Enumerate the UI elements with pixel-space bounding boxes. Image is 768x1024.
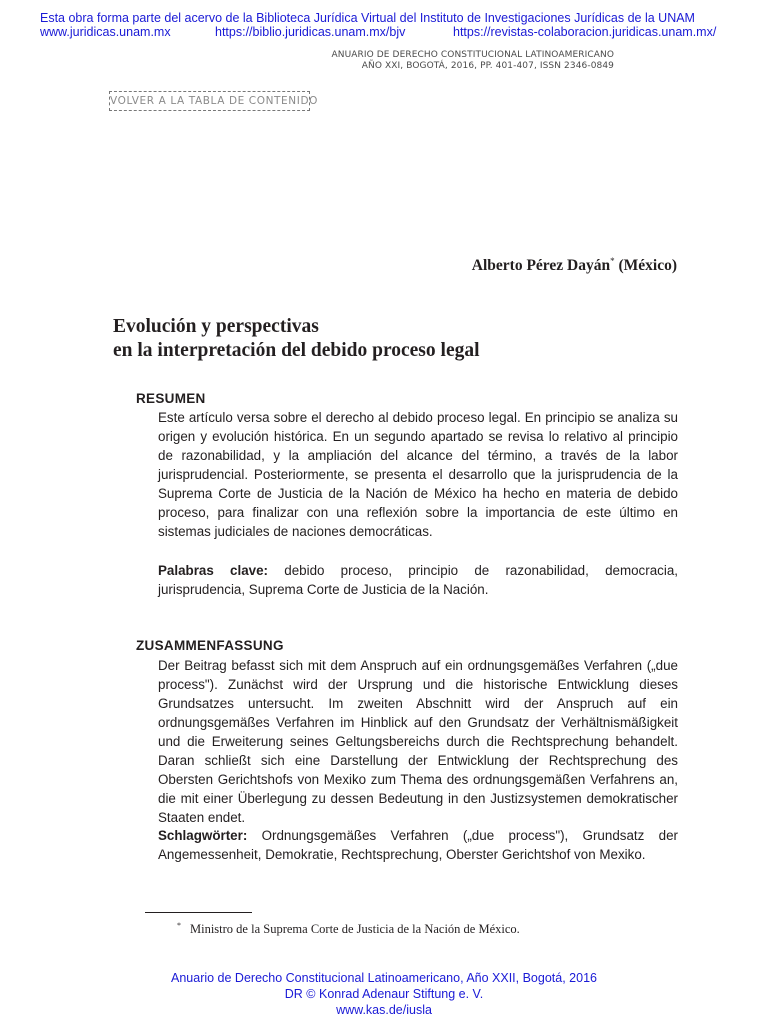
bjv-link[interactable]: https://biblio.juridicas.unam.mx/bjv bbox=[215, 25, 406, 39]
zusammenfassung-heading: ZUSAMMENFASSUNG bbox=[136, 638, 284, 653]
acervo-notice: Esta obra forma parte del acervo de la Biblioteca Jurídica Virtual del Instituto de Investigaciones Jurídicas de la UNAM bbox=[40, 11, 695, 25]
zusammenfassung-keywords bbox=[158, 826, 678, 864]
resumen-keywords bbox=[158, 561, 678, 599]
author-country: (México) bbox=[614, 257, 677, 275]
resumen-heading: RESUMEN bbox=[136, 391, 206, 406]
schlagwoerter-label: Schlagwörter: bbox=[158, 828, 248, 843]
zusammenfassung-text: Der Beitrag befasst sich mit dem Anspruch auf ein ordnungsgemäßes Verfahren („due process"). Zunächst wird der Ursprung und die historische Entwicklung dieses Grundsatzes untersucht. Im zweiten Abschnitt wird der Anspruch auf ein ordnungsgemäßes Verfahren im Hinblick auf den Grundsatz der Verhältnismäßigkeit und die Erweiterung seines Geltungsbereichs durch die Rechtsprechung behandelt. Daran schließt sich eine Darstellung der Entwicklung der Rechtsprechung des Obersten Gerichtshofs von Mexiko zum Thema des ordnungsgemäßen Verfahrens an, die mit einer Überlegung zu dessen Bedeutung in den Justizsystemen demokratischer Staaten endet. bbox=[158, 658, 678, 825]
footer-copyright: DR © Konrad Adenaur Stiftung e. V. bbox=[284, 987, 484, 1001]
footnote-divider bbox=[145, 912, 252, 913]
footnote bbox=[177, 921, 520, 937]
juridicas-link[interactable]: www.juridicas.unam.mx bbox=[40, 25, 171, 39]
back-to-contents-button[interactable]: VOLVER A LA TABLA DE CONTENIDO bbox=[109, 91, 310, 111]
journal-header bbox=[331, 50, 614, 72]
author-name: Alberto Pérez Dayán bbox=[471, 257, 611, 275]
author-footnote-mark[interactable]: * bbox=[610, 256, 615, 266]
footer-kas-link[interactable]: www.kas.de/iusla bbox=[336, 1003, 432, 1017]
resumen-text: Este artículo versa sobre el derecho al debido proceso legal. En principio se analiza su origen y evolución histórica. En un segundo apartado se revisa lo relativo al principio de razonabilidad, y la ampliación del alcance del término, a través de la labor jurisprudencial. Posteriormente, se presenta el desarrollo que la jurisprudencia de la Suprema Corte de Justicia de la Nación de México ha hecho en materia de debido proceso, para finalizar con una reflexión sobre la importancia de este último en sistemas judiciales de naciones democráticas. bbox=[158, 410, 678, 539]
author-line bbox=[472, 256, 677, 275]
keywords-list: debido proceso, principio de razonabilidad, democracia, jurisprudencia, Suprema Corte de Justicia de la Nación. bbox=[158, 563, 678, 597]
title-line-1: Evolución y perspectivas bbox=[113, 316, 319, 337]
article-title bbox=[113, 315, 480, 363]
journal-name: ANUARIO DE DERECHO CONSTITUCIONAL LATINOAMERICANO bbox=[331, 50, 614, 60]
keywords-label: Palabras clave: bbox=[158, 563, 269, 578]
title-line-2: en la interpretación del debido proceso legal bbox=[113, 340, 480, 361]
revistas-link[interactable]: https://revistas-colaboracion.juridicas.unam.mx/ bbox=[453, 25, 717, 39]
footer-citation: Anuario de Derecho Constitucional Latinoamericano, Año XXII, Bogotá, 2016 bbox=[171, 971, 597, 985]
schlagwoerter-list: Ordnungsgemäßes Verfahren („due process"), Grundsatz der Angemessenheit, Demokratie, Rechtsprechung, Oberster Gerichtshof von Mexiko. bbox=[158, 828, 678, 862]
footnote-mark: * bbox=[177, 921, 181, 930]
footnote-text: Ministro de la Suprema Corte de Justicia de la Nación de México. bbox=[190, 922, 520, 937]
journal-issue: AÑO XXI, BOGOTÁ, 2016, PP. 401-407, ISSN 2346-0849 bbox=[361, 61, 614, 71]
